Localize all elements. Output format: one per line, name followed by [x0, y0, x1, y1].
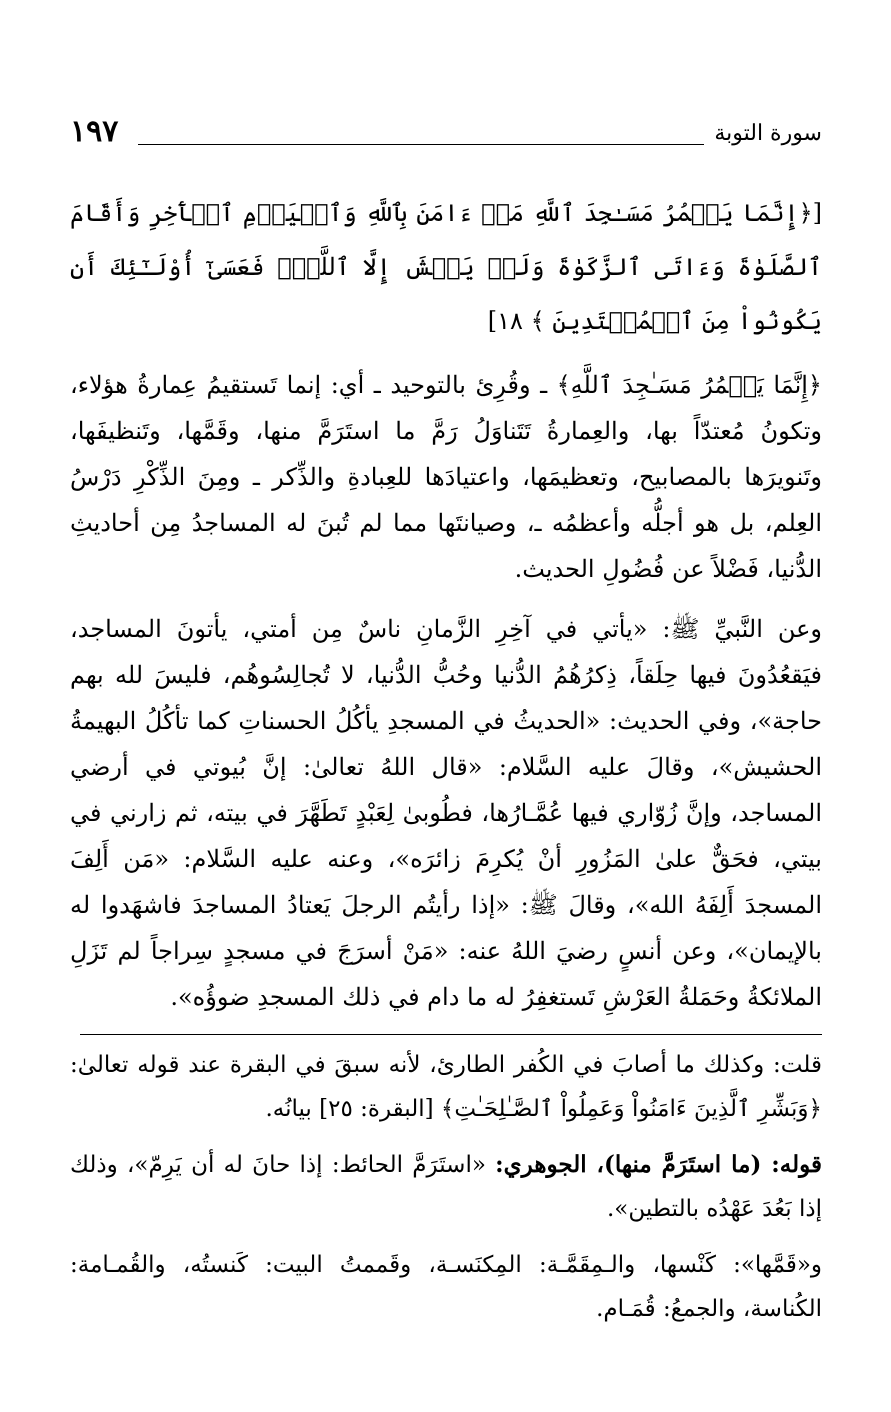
- footnote-2-lead: قوله: (ما استَرَمَّ منها)، الجوهري:: [495, 1151, 822, 1178]
- header-rule: [138, 144, 704, 145]
- commentary-paragraph-1: ﴿إِنَّمَا يَعۡمُرُ مَسَـٰجِدَ ٱللَّهِ﴾ ـ وقُرِئ بالتوحيد ـ أي: إنما تَستقيمُ عِمارةُ هؤلاء، وتكونُ مُعتدّاً بها، والعِمارةُ تَتَناوَلُ رَمَّ ما استَرَمَّ منها، وقَمَّها، وتَنظيفَها، وتَنويرَها بالمصابيح، وتعظيمَها، واعتيادَها للعِبادةِ والذِّكر ـ ومِنَ الذِّكْرِ دَرْسُ العِلم، بل هو أجلُّه وأعظمُه ـ، وصيانتَها مما لم تُبنَ له المساجدُ مِن أحاديثِ الدُّنيا، فَضْلاً عن فُضُولِ الحديث.: [70, 371, 822, 583]
- quran-verse: [﴿إِنَّمَا يَعۡمُرُ مَسَـٰجِدَ ٱللَّهِ مَنۡ ءَامَنَ بِٱللَّهِ وَٱلۡيَوۡمِ ٱلۡأٓخِرِ وَأَقَامَ ٱلصَّلَوٰةَ وَءَاتَى ٱلزَّكَوٰةَ وَلَمۡ يَخۡشَ إِلَّا ٱللَّهَۖ فَعَسَىٰٓ أُوْلَـٰٓئِكَ أَن يَكُونُواْ مِنَ ٱلۡمُهۡتَدِينَ ﴾ ١٨]: [70, 199, 822, 335]
- footnote-2-text: «استَرَمَّ الحائط: إذا حانَ له أن يَرِمّ»، وذلك إذا بَعُدَ عَهْدُه بالتطين».: [70, 1152, 822, 1222]
- footnote-2: [70, 1143, 822, 1231]
- footnote-1: قلت: وكذلك ما أصابَ في الكُفر الطارئ، لأنه سبقَ في البقرة عند قوله تعالىٰ: ﴿وَبَشِّرِ ٱلَّذِينَ ءَامَنُواْ وَعَمِلُواْ ٱلصَّـٰلِحَـٰتِ﴾ [البقرة: ٢٥] بيانُه.: [70, 1052, 822, 1122]
- book-page: [70, 114, 823, 1331]
- footnote-3: و«قَمَّها»: كَنْسها، والـمِقَمَّـة: المِكنَسـة، وقَممتُ البيت: كَنستُه، والقُمـامة: الكُناسة، والجمعُ: قُمَـام.: [70, 1252, 822, 1322]
- page-header: [70, 114, 822, 168]
- surah-title: سورة التوبة: [714, 121, 822, 146]
- page-number: ١٩٧: [70, 114, 119, 149]
- footnote-divider: [80, 1034, 822, 1035]
- commentary-paragraph-2: وعن النَّبيِّ ﷺ: «يأتي في آخِرِ الزَّمانِ ناسٌ مِن أمتي، يأتونَ المساجد، فيَقعُدُونَ فيها حِلَقاً، ذِكرُهُمُ الدُّنيا وحُبُّ الدُّنيا، لا تُجالِسُوهُم، فليسَ لله بهم حاجة»، وفي الحديث: «الحديثُ في المسجدِ يأكُلُ الحسناتِ كما تأكُلُ البهيمةُ الحشيش»، وقالَ عليه السَّلام: «قال اللهُ تعالىٰ: إنَّ بُيوتي في أرضي المساجد، وإنَّ زُوّاري فيها عُمَّـارُها، فطُوبىٰ لِعَبْدٍ تَطَهَّرَ في بيته، ثم زارني في بيتي، فحَقٌّ علىٰ المَزُورِ أنْ يُكرِمَ زائرَه»، وعنه عليه السَّلام: «مَن أَلِفَ المسجدَ أَلِفَهُ الله»، وقالَ ﷺ: «إذا رأيتُم الرجلَ يَعتادُ المساجدَ فاشهَدوا له بالإيمان»، وعن أنسٍ رضيَ اللهُ عنه: «مَنْ أسرَجَ في مسجدٍ سِراجاً لم تَزَلِ الملائكةُ وحَمَلةُ العَرْشِ تَستغفِرُ له ما دام في ذلك المسجدِ ضوؤُه».: [70, 615, 823, 1011]
